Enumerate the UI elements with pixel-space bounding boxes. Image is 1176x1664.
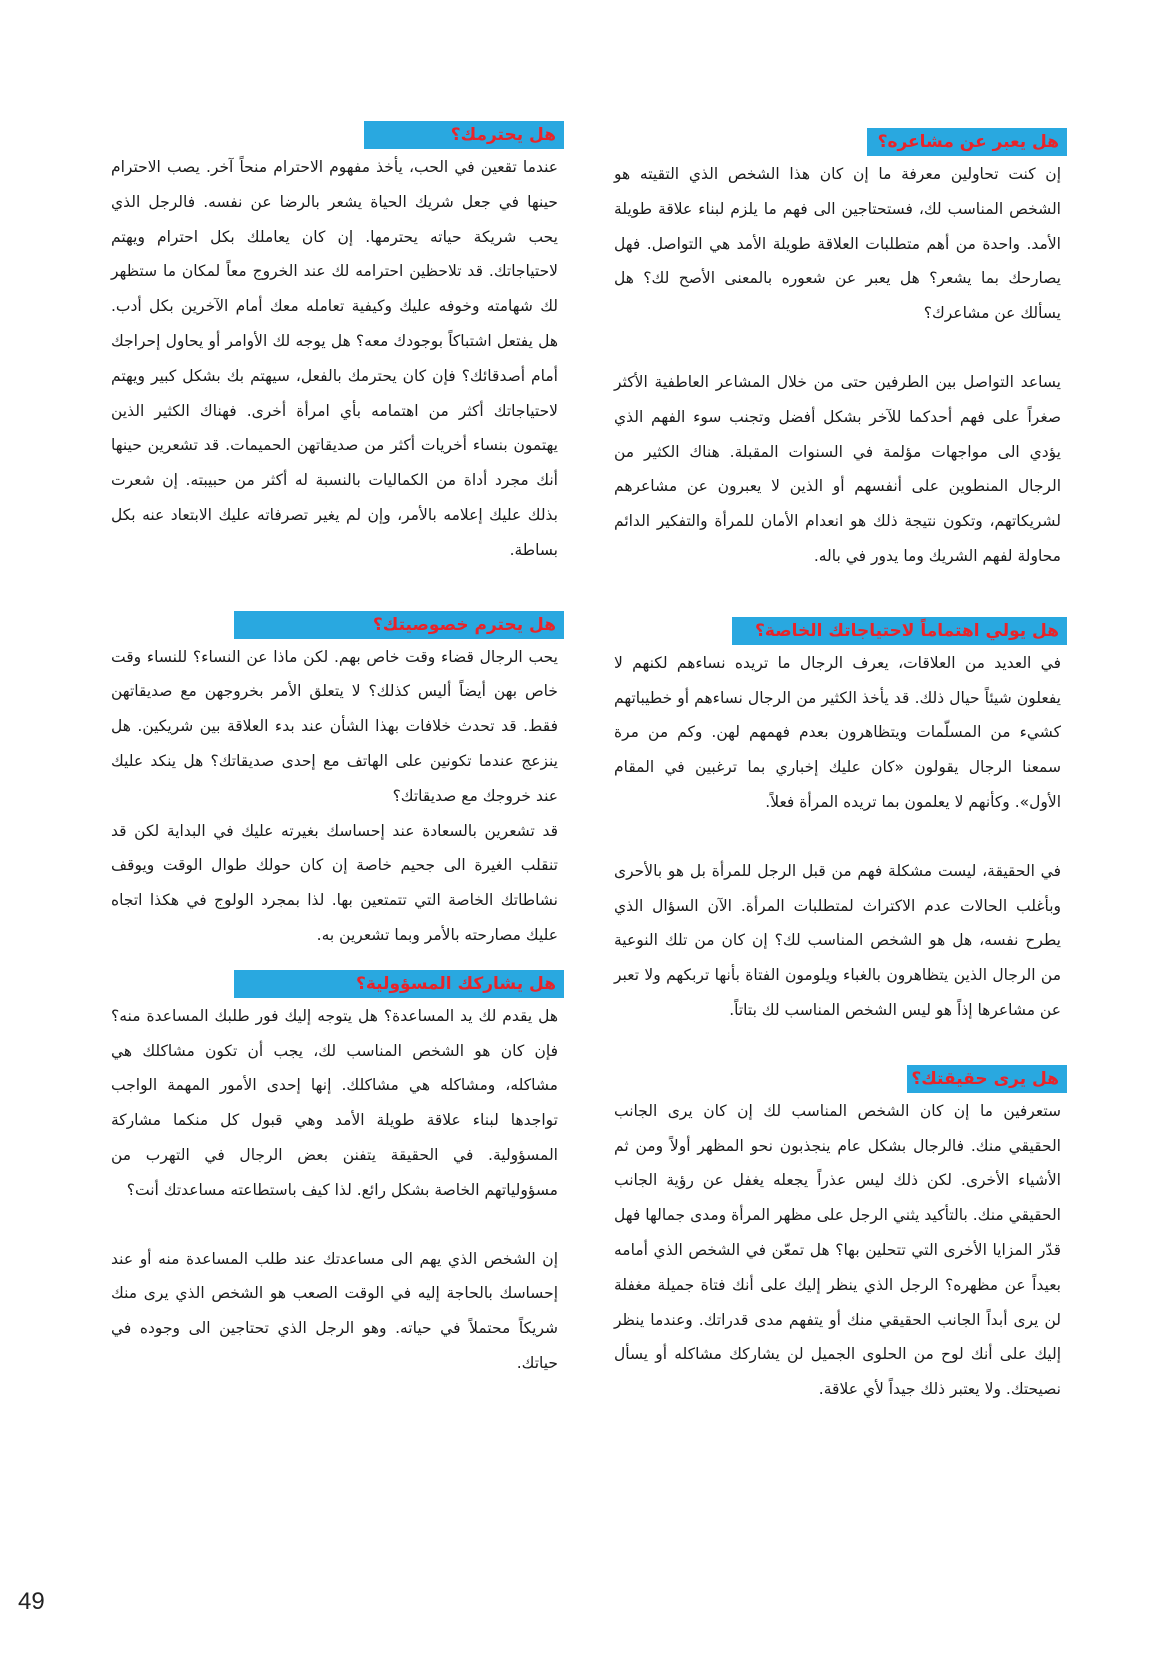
section-heading: هل يولي اهتماماً لاحتياجاتك الخاصة؟: [732, 617, 1067, 645]
section-heading: هل يحترم خصوصيتك؟: [234, 611, 564, 639]
paragraph: عندما تقعين في الحب، يأخذ مفهوم الاحترام منحاً آخر. يصب الاحترام حينها في جعل شريك الحياة يشعر بالرضا عن نفسه. فالرجل الذي يحب شريكة حياته يحترمها. إن كان يعاملك بكل احترام ويهتم لاحتياجاتك. قد تلاحظين احترامه لك عند الخروج معاً لمكان ما ستظهر لك شهامته وخوفه عليك وكيفية تعامله معك أمام الآخرين بكل أدب. هل يفتعل اشتباكاً بوجودك معه؟ هل يوجه لك الأوامر أو يحاول إحراجك أمام أصدقائك؟ فإن كان يحترمك بالفعل، سيهتم بك بشكل كبير ويهتم لاحتياجاتك أكثر من اهتمامه بأي امرأة أخرى. فهناك الكثير الذين يهتمون بنساء أخريات أكثر من صديقاتهن الحميمات. قد تشعرين حينها أنك مجرد أداة من الكماليات بالنسبة له أكثر من حبيبته. إن شعرت بذلك عليك إعلامه بالأمر، وإن لم يغير تصرفاته عليك الابتعاد عنه بكل بساطة.: [111, 158, 558, 559]
section-heading: هل يحترمك؟: [364, 121, 564, 149]
section-heading: هل يرى حقيقتك؟: [907, 1065, 1067, 1093]
article-column-right: [614, 128, 1061, 1407]
section-heading: هل يعبر عن مشاعره؟: [867, 128, 1067, 156]
article-column-left: [111, 121, 558, 1381]
paragraph: إن الشخص الذي يهم الى مساعدتك عند طلب المساعدة منه أو عند إحساسك بالحاجة إليه في الوقت الصعب هو الشخص الذي يرى منك شريكاً محتملاً في حياته. وهو الرجل الذي تحتاجين الى وجوده في حياتك.: [111, 1249, 558, 1372]
paragraph: هل يقدم لك يد المساعدة؟ هل يتوجه إليك فور طلبك المساعدة منه؟ فإن كان هو الشخص المناسب لك، يجب أن تكون مشاكلك هي مشاكله، ومشاكله هي مشاكلك. إنها إحدى الأمور المهمة الواجب تواجدها لبناء علاقة طويلة الأمد وهي قبول كل منكما مشاركة المسؤولية. في الحقيقة يتفنن بعض الرجال في التهرب من مسؤولياتهم الخاصة بشكل رائع. لذا كيف باستطاعته مساعدتك أنت؟: [111, 1006, 558, 1199]
section-heading: هل يشاركك المسؤولية؟: [234, 970, 564, 998]
paragraph: في الحقيقة، ليست مشكلة فهم من قبل الرجل للمرأة بل هو بالأحرى وبأغلب الحالات عدم الاكتراث لمتطلبات المرأة. الآن السؤال الذي يطرح نفسه، هل هو الشخص المناسب لك؟ إن كان من تلك النوعية من الرجال الذين يتظاهرون بالغباء ويلومون الفتاة بأنها تربكهم ولا تعبر عن مشاعرها إذاً هو ليس الشخص المناسب لك بتاتاً.: [614, 861, 1061, 1019]
paragraph: قد تشعرين بالسعادة عند إحساسك بغيرته عليك في البداية لكن قد تنقلب الغيرة الى جحيم خاصة إن كان حولك طوال الوقت ويوقف نشاطاتك الخاصة التي تتمتعين بها. لذا بمجرد الولوج في هكذا اتجاه عليك مصارحته بالأمر وبما تشعرين به.: [111, 821, 558, 944]
paragraph: يحب الرجال قضاء وقت خاص بهم. لكن ماذا عن النساء؟ للنساء وقت خاص بهن أيضاً أليس كذلك؟ لا يتعلق الأمر بخروجهن مع صديقاتهن فقط. قد تحدث خلافات بهذا الشأن عند بدء العلاقة بين شريكين. هل ينزعج عندما تكونين على الهاتف مع إحدى صديقاتك؟ هل ينكد عليك عند خروجك مع صديقاتك؟: [111, 647, 558, 805]
paragraph: إن كنت تحاولين معرفة ما إن كان هذا الشخص الذي التقيته هو الشخص المناسب لك، فستحتاجين الى فهم ما يلزم لبناء علاقة طويلة الأمد. واحدة من أهم متطلبات العلاقة طويلة الأمد هي التواصل. فهل يصارحك بما يشعر؟ هل يعبر عن شعوره بالمعنى الأصح لك؟ هل يسألك عن مشاعرك؟: [614, 165, 1061, 323]
paragraph: يساعد التواصل بين الطرفين حتى من خلال المشاعر العاطفية الأكثر صغراً على فهم أحدكما للآخر بشكل أفضل وتجنب سوء الفهم الذي يؤدي الى مواجهات مؤلمة في السنوات المقبلة. هناك الكثير من الرجال المنطوين على أنفسهم أو الذين لا يعبرون عن مشاعرهم لشريكاتهم، وتكون نتيجة ذلك هو انعدام الأمان للمرأة والتفكير الدائم محاولة لفهم الشريك وما يدور في باله.: [614, 372, 1061, 565]
paragraph: في العديد من العلاقات، يعرف الرجال ما تريده نساءهم لكنهم لا يفعلون شيئاً حيال ذلك. قد يأخذ الكثير من الرجال نساءهم أو خطيباتهم كشيء من المسلّمات ويتظاهرون بعدم فهمهم لهن. وكم من مرة سمعنا الرجال يقولون «كان عليك إخباري بما ترغبين في المقام الأول». وكأنهم لا يعلمون بما تريده المرأة فعلاً.: [614, 653, 1061, 811]
paragraph: ستعرفين ما إن كان الشخص المناسب لك إن كان يرى الجانب الحقيقي منك. فالرجال بشكل عام ينجذبون نحو المظهر أولاً ومن ثم الأشياء الأخرى. لكن ذلك ليس عذراً يجعله يغفل عن رؤية الجانب الحقيقي منك. بالتأكيد يثني الرجل على مظهر المرأة ومدى جمالها فهل قدّر المزايا الأخرى التي تتحلين بها؟ هل تمعّن في الشخص الذي أمامه بعيداً عن مظهره؟ الرجل الذي ينظر إليك على أنك فتاة جميلة مغفلة لن يرى أبداً الجانب الحقيقي منك أو يتفهم مدى قدراتك. وعندما ينظر إليك على أنك لوح من الحلوى الجميل لن يشاركك مشاكله أو يسأل نصيحتك. ولا يعتبر ذلك جيداً لأي علاقة.: [614, 1101, 1061, 1399]
page-number: 49: [18, 1588, 45, 1615]
